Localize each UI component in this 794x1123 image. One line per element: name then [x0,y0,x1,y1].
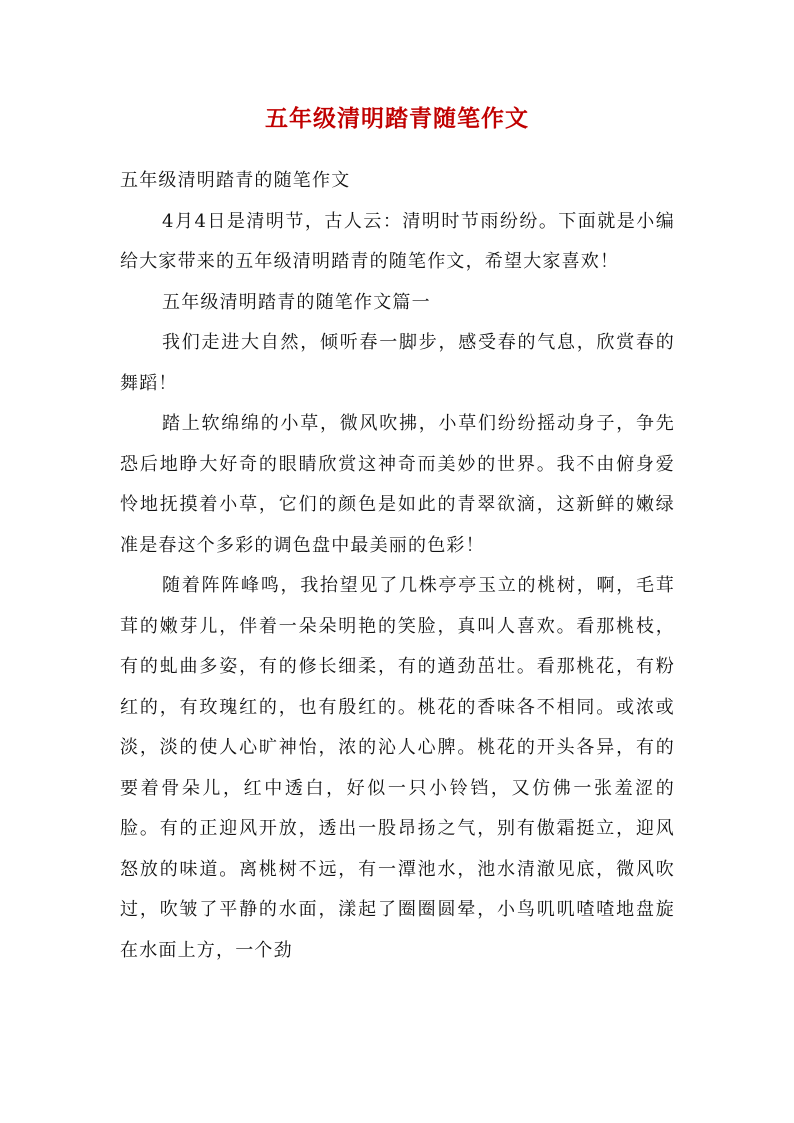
document-title: 五年级清明踏青随笔作文 [265,105,529,132]
body-paragraph: 踏上软绵绵的小草，微风吹拂，小草们纷纷摇动身子，争先恐后地睁大好奇的眼睛欣赏这神奇而美妙的世界。我不由俯身爱怜地抚摸着小草，它们的颜色是如此的青翠欲滴，这新鲜的嫩绿准是春这个多彩的调色盘中最美丽的色彩！ [120,413,675,556]
document-subtitle: 五年级清明踏青的随笔作文 [120,170,351,191]
intro-paragraph: 4月4日是清明节，古人云：清明时节雨纷纷。下面就是小编给大家带来的五年级清明踏青的随笔作文，希望大家喜欢！ [120,210,675,272]
body-paragraph: 我们走进大自然，倾听春一脚步，感受春的气息，欣赏春的舞蹈！ [120,332,675,394]
body-paragraph: 随着阵阵峰鸣，我抬望见了几株亭亭玉立的桃树，啊，毛茸茸的嫩芽儿，伴着一朵朵明艳的笑脸，真叫人喜欢。看那桃枝，有的虬曲多姿，有的修长细柔，有的遒劲茁壮。看那桃花，有粉红的，有玫瑰红的，也有殷红的。桃花的香味各不相同。或浓或淡，淡的使人心旷神怡，浓的沁人心脾。桃花的开头各异，有的要着骨朵儿，红中透白，好似一只小铃铛，又仿佛一张羞涩的脸。有的正迎风开放，透出一股昂扬之气，别有傲霜挺立，迎风怒放的味道。离桃树不远，有一潭池水，池水清澈见底，微风吹过，吹皱了平静的水面，漾起了圈圈圆晕，小鸟叽叽喳喳地盘旋在水面上方，一个劲 [120,575,675,961]
section-heading: 五年级清明踏青的随笔作文篇一 [162,291,431,313]
document-body [120,161,675,971]
